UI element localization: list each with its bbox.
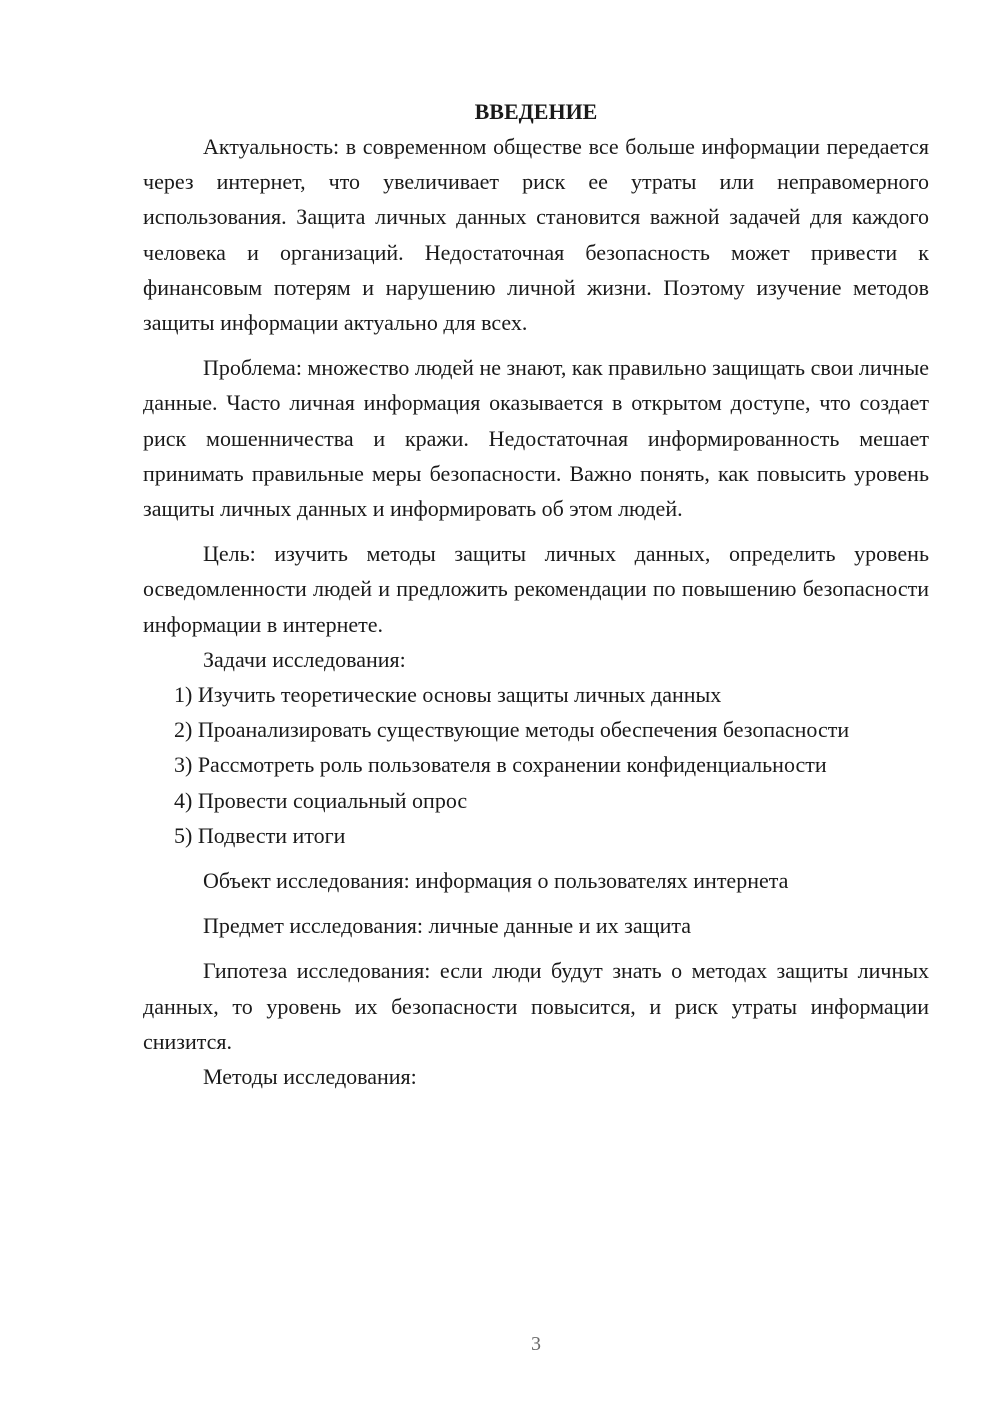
task-item-2: 2) Проанализировать существующие методы обеспечения безопасности	[174, 717, 850, 743]
paragraph-subject: Предмет исследования: личные данные и их защита	[203, 913, 691, 939]
page-number: 3	[531, 1333, 541, 1355]
task-item-4: 4) Провести социальный опрос	[174, 787, 468, 813]
task-item-1: 1) Изучить теоретические основы защиты личных данных	[174, 682, 722, 708]
paragraph-goal: Цель: изучить методы защиты личных данных, определить уровень осведомленности людей и предложить рекомендации по повышению безопасности информации в интернете.	[143, 541, 929, 637]
task-item-5: 5) Подвести итоги	[174, 822, 346, 848]
paragraph-relevance: Актуальность: в современном обществе все больше информации передается через интернет, что увеличивает риск ее утраты или неправомерного использования. Защита личных данных становится важной задачей для каждого человека и организаций. Недостаточная безопасность может привести к финансовым потерям и нарушению личной жизни. Поэтому изучение методов защиты информации актуально для всех.	[143, 134, 929, 336]
methods-label: Методы исследования:	[203, 1064, 417, 1090]
page-heading: ВВЕДЕНИЕ	[474, 99, 598, 124]
tasks-label: Задачи исследования:	[203, 646, 406, 672]
paragraph-object: Объект исследования: информация о пользователях интернета	[203, 868, 789, 894]
paragraph-problem: Проблема: множество людей не знают, как правильно защищать свои личные данные. Часто личная информация оказывается в открытом доступе, что создает риск мошенничества и кражи. Недостаточная информированность мешает принимать правильные меры безопасности. Важно понять, как повысить уровень защиты личных данных и информировать об этом людей.	[143, 355, 929, 522]
task-item-3: 3) Рассмотреть роль пользователя в сохранении конфиденциальности	[174, 752, 827, 778]
page-content	[143, 94, 929, 1094]
paragraph-hypothesis: Гипотеза исследования: если люди будут знать о методах защиты личных данных, то уровень их безопасности повысится, и риск утраты информации снизится.	[143, 958, 929, 1054]
